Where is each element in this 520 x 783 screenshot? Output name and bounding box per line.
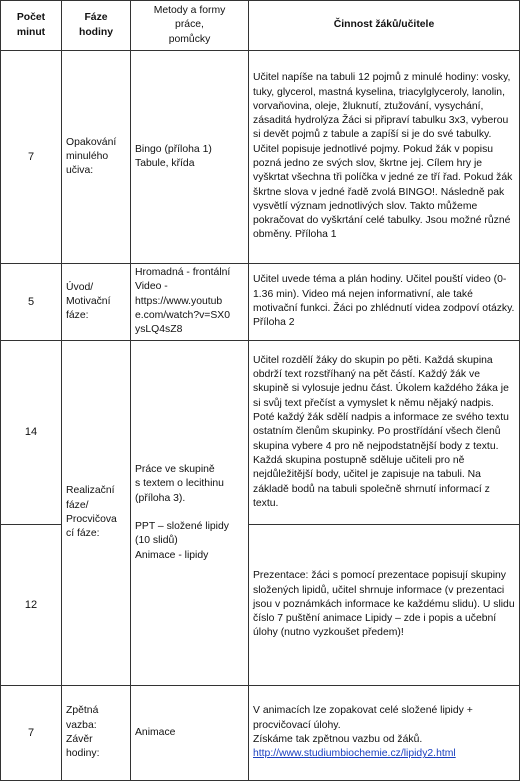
row-minutes: 7 (1, 686, 62, 781)
row-activity: Prezentace: žáci s pomocí prezentace popisují skupiny složených lipidů, učitel shrnuje informace (v prezentaci jsou v poznámkách informace ke každému slidu). U slidu číslo 7 puštění animace Lipidy – zde i popis a učební úlohy (nutno vyzkoušet předem)! (249, 525, 520, 686)
row-methods: Hromadná - frontální Video - https://www.youtub e.com/watch?v=SX0 ysLQ4sZ8 (131, 264, 249, 341)
header-minutes: Počet minut (1, 1, 62, 51)
header-phase: Fáze hodiny (62, 1, 131, 51)
row-minutes: 14 (1, 341, 62, 525)
merged-phase: Realizační fáze/ Procvičova cí fáze: (62, 341, 131, 686)
row-methods: Bingo (příloha 1) Tabule, křída (131, 51, 249, 264)
table-row (1, 341, 520, 525)
merged-methods: Práce ve skupině s textem o lecithinu (příloha 3). PPT – složené lipidy (10 slidů) Animace - lipidy (131, 341, 249, 686)
table-row (1, 51, 520, 264)
row-methods: Animace (131, 686, 249, 781)
row-activity: Učitel rozdělí žáky do skupin po pěti. Každá skupina obdrží text rozstříhaný na pět částí. Každý žák ve skupině si vylosuje jednu část. Úkolem každého žáka je si svůj text přečíst a vymyslet k němu nějaký nadpis. Poté každý žák sdělí nadpis a informace ze svého textu ostatním členům skupinky. Po prostřídání všech členů skupina vybere 4 pro ně nejpodstatnější body z textu. Každá skupina postupně sděluje učiteli pro ně nejdůležitější body, učitel je zapisuje na tabuli. Na základě bodů na tabuli společně shrnutí informací z textu. (249, 341, 520, 525)
header-activity: Činnost žáků/učitele (249, 1, 520, 51)
header-methods: Metody a formy práce, pomůcky (131, 1, 249, 51)
lipidy-link[interactable]: http://www.studiumbiochemie.cz/lipidy2.html (253, 748, 456, 760)
row-activity-cell (249, 686, 520, 781)
row-phase: Zpětná vazba: Závěr hodiny: (62, 686, 131, 781)
row-minutes: 12 (1, 525, 62, 686)
row-minutes: 5 (1, 264, 62, 341)
table-row (1, 264, 520, 341)
row-activity: Učitel napíše na tabuli 12 pojmů z minulé hodiny: vosky, tuky, glycerol, mastná kyselina, triacylglyceroly, lanolin, vorvaňovina, oleje, žluknutí, ztužování, vysychání, zásaditá hydrolýza Žáci si připraví tabulku 3x3, vyberou si devět pojmů z tabule a zapíší si je do své tabulky. Učitel popisuje jednotlivé pojmy. Pokud žák v popisu pozná jedno ze svých slov, škrtne jej. Cílem hry je vyškrtat všechna tři políčka v jedné ze tří řad. Pokud žák škrtne slova v jedné řadě zvolá BINGO!. Následně pak vysvětlí význam jednotlivých slov. Takto můžeme pokračovat do vyškrtání celé tabulky. Jsou možné různé obměny. Příloha 1 (249, 51, 520, 264)
row-minutes: 7 (1, 51, 62, 264)
header-row (1, 1, 520, 51)
row-phase: Opakování minulého učiva: (62, 51, 131, 264)
row-activity: V animacích lze zopakovat celé složené lipidy + procvičovací úlohy. Získáme tak zpětnou vazbu od žáků. (253, 705, 473, 745)
row-activity: Učitel uvede téma a plán hodiny. Učitel pouští video (0-1.36 min). Video má nejen informativní, ale také motivační funkci. Žáci po zhlédnutí videa zodpoví otázky. Příloha 2 (249, 264, 520, 341)
table-row (1, 686, 520, 781)
row-phase: Úvod/ Motivační fáze: (62, 264, 131, 341)
